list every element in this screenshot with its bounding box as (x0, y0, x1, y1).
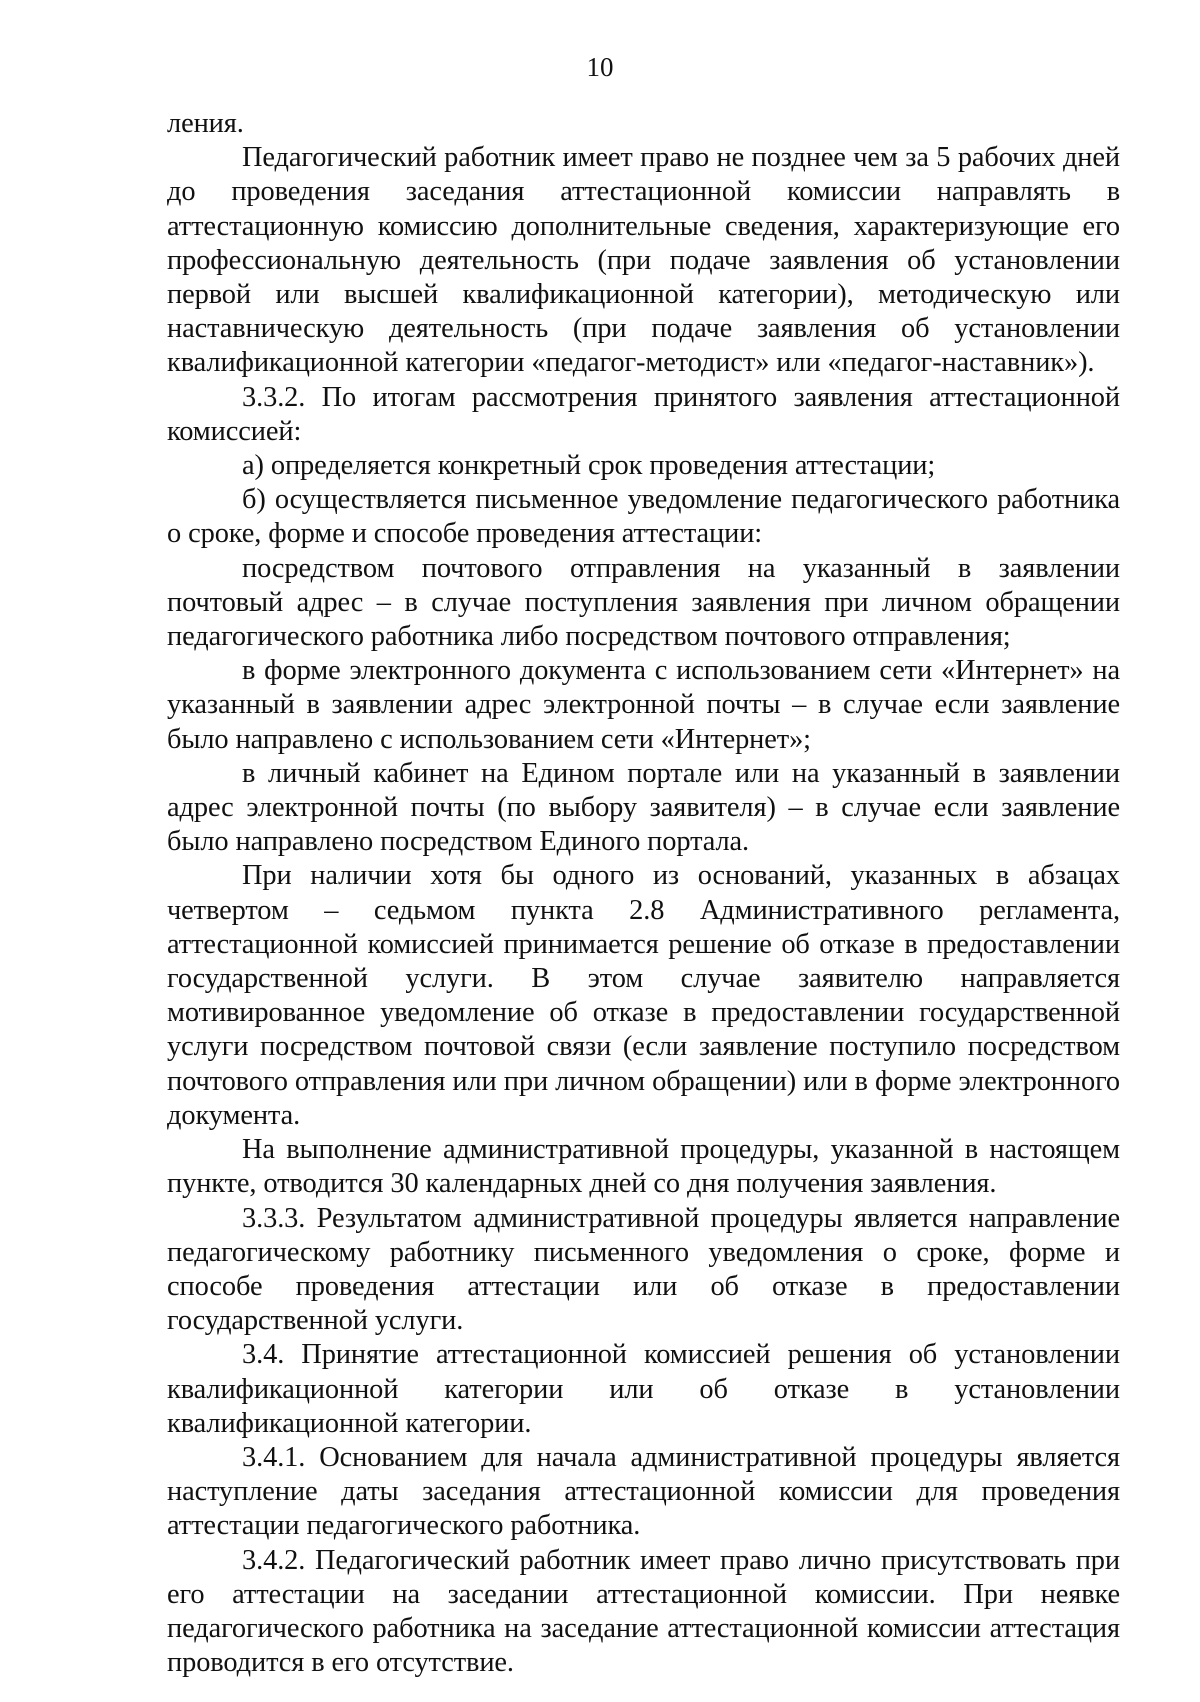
page-number: 10 (586, 52, 614, 82)
paragraph-postal-notice: посредством почтового отправления на указанный в заявлении почтовый адрес – в случае поступления заявления при личном обращении педагогического работника либо посредством почтового отправления; (167, 552, 1120, 653)
paragraph-electronic-notice: в форме электронного документа с использованием сети «Интернет» на указанный в заявлении адрес электронной почты – в случае если заявление было направлено с использованием сети «Интернет»; (167, 655, 1120, 755)
paragraph-3-3-2: 3.3.2. По итогам рассмотрения принятого заявления аттестационной комиссией: (167, 381, 1120, 447)
paragraph-item-a: а) определяется конкретный срок проведения аттестации; (242, 450, 936, 482)
paragraph-refusal: При наличии хотя бы одного из оснований, указанных в абзацах четвертом – седьмом пункта 2.8 Административного регламента, аттестационной комиссией принимается решение об отказе в предоставлении государственной услуги. В этом случае заявителю направляется мотивированное уведомление об отказе в предоставлении государственной услуги посредством почтовой связи (если заявление поступило посредством почтового отправления или при личном обращении) или в форме электронного документа. (167, 860, 1120, 1131)
paragraph-3-4: 3.4. Принятие аттестационной комиссией решения об установлении квалификационной категории или об отказе в установлении квалификационной категории. (167, 1339, 1120, 1439)
paragraph-item-b: б) осуществляется письменное уведомление педагогического работника о сроке, форме и способе проведения аттестации: (167, 484, 1120, 550)
paragraph-3-4-2: 3.4.2. Педагогический работник имеет право лично присутствовать при его аттестации на заседании аттестационной комиссии. При неявке педагогического работника на заседание аттестационной комиссии аттестация проводится в его отсутствие. (167, 1544, 1120, 1679)
document-body (167, 107, 1120, 1680)
paragraph-continuation: ления. (167, 108, 244, 139)
paragraph-additional-info: Педагогический работник имеет право не позднее чем за 5 рабочих дней до проведения заседания аттестационной комиссии направлять в аттестационную комиссию дополнительные сведения, характеризующие его профессиональную деятельность (при подаче заявления об установлении первой или высшей квалификационной категории), методическую или наставническую деятельность (при подаче заявления об установлении квалификационной категории «педагог-методист» или «педагог-наставник»). (167, 142, 1120, 379)
paragraph-3-4-1: 3.4.1. Основанием для начала административной процедуры является наступление даты заседания аттестационной комиссии для проведения аттестации педагогического работника. (167, 1441, 1120, 1542)
paragraph-deadline: На выполнение административной процедуры, указанной в настоящем пункте, отводится 30 календарных дней со дня получения заявления. (167, 1134, 1120, 1200)
paragraph-3-3-3: 3.3.3. Результатом административной процедуры является направление педагогическому работнику письменного уведомления о сроке, форме и способе проведения аттестации или об отказе в предоставлении государственной услуги. (167, 1202, 1120, 1337)
paragraph-portal-notice: в личный кабинет на Едином портале или на указанный в заявлении адрес электронной почты (по выбору заявителя) – в случае если заявление было направлено посредством Единого портала. (167, 757, 1120, 858)
